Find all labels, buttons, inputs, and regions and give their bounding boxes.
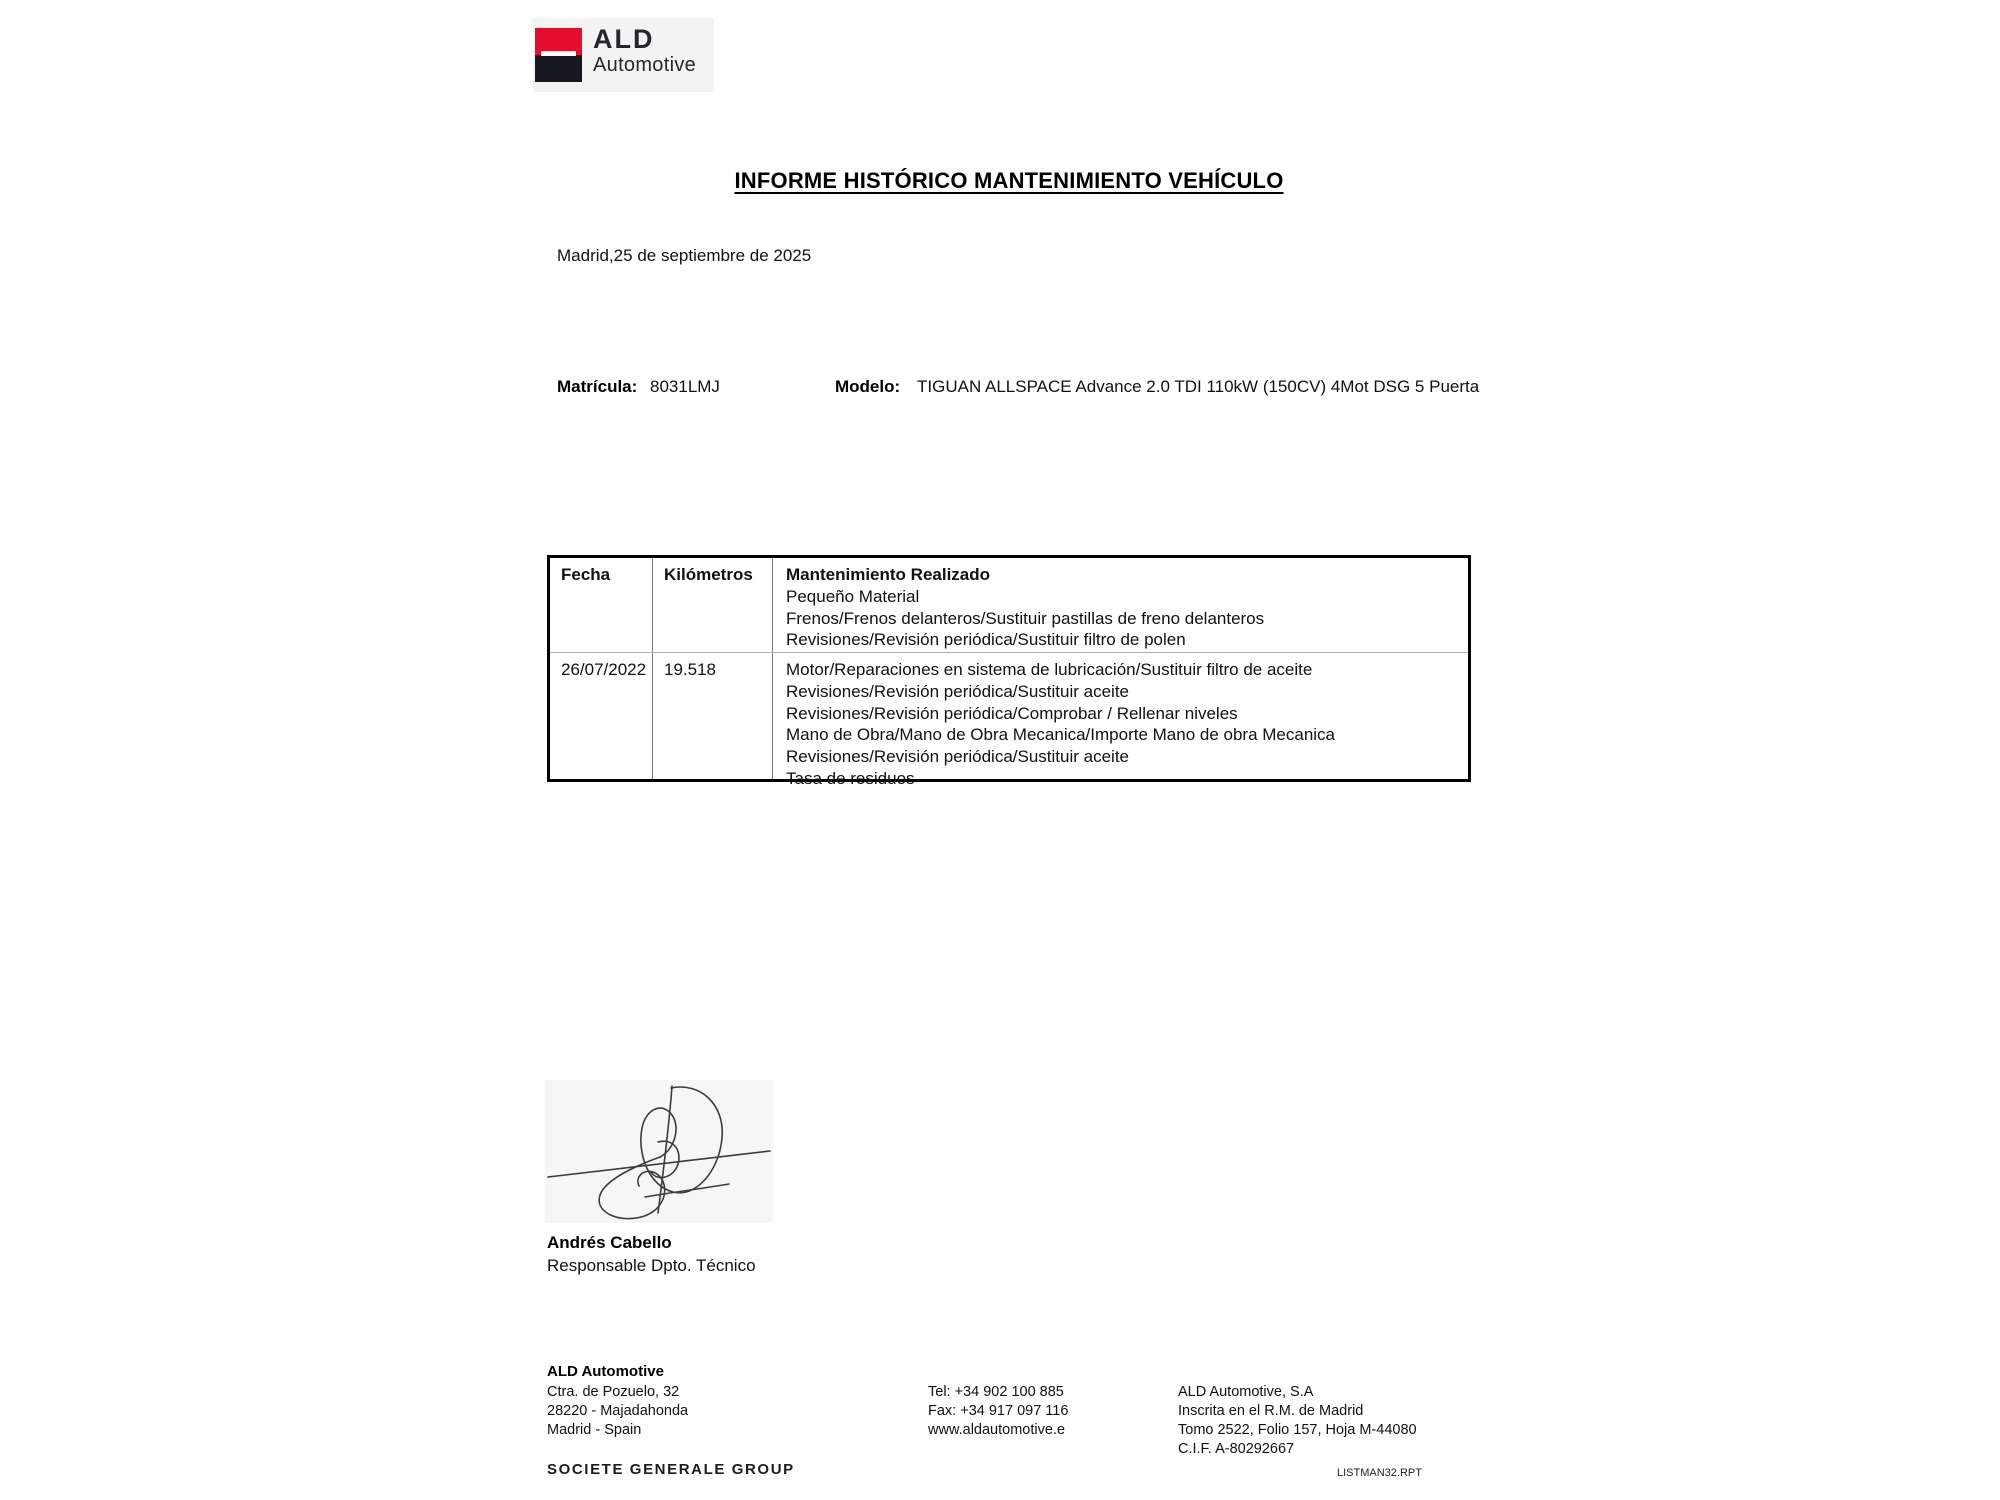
footer-legal-line: ALD Automotive, S.A	[1178, 1384, 1314, 1400]
footer-address-line: Madrid - Spain	[547, 1422, 642, 1438]
maintenance-line: Tasa de residuos	[786, 768, 915, 788]
societe-generale-square-icon	[535, 28, 582, 82]
footer-fax: Fax: +34 917 097 116	[928, 1403, 1069, 1419]
ald-logo	[533, 18, 714, 92]
footer-legal-line: Tomo 2522, Folio 157, Hoja M-44080	[1178, 1422, 1417, 1438]
footer-address	[547, 1383, 688, 1440]
footer-legal	[1178, 1383, 1417, 1459]
col-header-mantenimiento: Mantenimiento Realizado	[786, 565, 991, 584]
title-wrap	[547, 168, 1471, 194]
col-header-fecha: Fecha	[550, 558, 653, 652]
report-filename: LISTMAN32.RPT	[1337, 1467, 1422, 1479]
footer-address-line: Ctra. de Pozuelo, 32	[547, 1384, 680, 1400]
row-kilometros: 19.518	[653, 653, 773, 779]
footer-legal-line: Inscrita en el R.M. de Madrid	[1178, 1403, 1364, 1419]
matricula-value: 8031LMJ	[650, 377, 720, 396]
logo-black-half	[535, 55, 582, 82]
signatory-role: Responsable Dpto. Técnico	[547, 1256, 756, 1275]
logo-white-dash	[541, 51, 576, 56]
maintenance-line: Revisiones/Revisión periódica/Comprobar / Rellenar niveles	[786, 703, 1238, 723]
signatory-name: Andrés Cabello	[547, 1233, 672, 1252]
footer-group-name: SOCIETE GENERALE GROUP	[547, 1461, 795, 1478]
footer-contact	[928, 1383, 1068, 1440]
col-header-kilometros: Kilómetros	[653, 558, 773, 652]
table-row	[550, 653, 1468, 788]
maintenance-line: Frenos/Frenos delanteros/Sustituir pastillas de freno delanteros	[786, 608, 1265, 628]
footer-tel: Tel: +34 902 100 885	[928, 1384, 1064, 1400]
row-fecha: 26/07/2022	[550, 653, 653, 779]
footer-address-line: 28220 - Majadahonda	[547, 1403, 689, 1419]
maintenance-table	[547, 555, 1471, 788]
maintenance-line: Motor/Reparaciones en sistema de lubricación/Sustituir filtro de aceite	[786, 660, 1313, 679]
row-mantenimiento-cell	[773, 653, 1468, 788]
logo-text	[593, 25, 696, 77]
modelo-value: TIGUAN ALLSPACE Advance 2.0 TDI 110kW (150CV) 4Mot DSG 5 Puerta	[917, 377, 1480, 396]
col-header-mantenimiento-cell	[773, 558, 1468, 652]
maintenance-line: Revisiones/Revisión periódica/Sustituir aceite	[786, 681, 1129, 701]
footer-website: www.aldautomotive.e	[928, 1422, 1066, 1438]
page-title: INFORME HISTÓRICO MANTENIMIENTO VEHÍCULO	[734, 168, 1284, 193]
signature-image	[545, 1080, 773, 1223]
maintenance-line: Revisiones/Revisión periódica/Sustituir filtro de polen	[786, 630, 1186, 650]
maintenance-line: Revisiones/Revisión periódica/Sustituir aceite	[786, 747, 1129, 767]
matricula-label: Matrícula:	[557, 377, 638, 396]
footer-legal-line: C.I.F. A-80292667	[1178, 1441, 1295, 1457]
footer-company: ALD Automotive	[547, 1363, 664, 1380]
table-header-row	[550, 558, 1468, 653]
maintenance-line: Pequeño Material	[786, 586, 920, 606]
logo-automotive-label: Automotive	[593, 54, 697, 76]
maintenance-line: Mano de Obra/Mano de Obra Mecanica/Importe Mano de obra Mecanica	[786, 725, 1336, 745]
signature-scribble-icon	[545, 1080, 773, 1223]
modelo-label: Modelo:	[835, 377, 901, 396]
dateline: Madrid,25 de septiembre de 2025	[557, 246, 812, 265]
logo-ald-label: ALD	[593, 24, 655, 54]
